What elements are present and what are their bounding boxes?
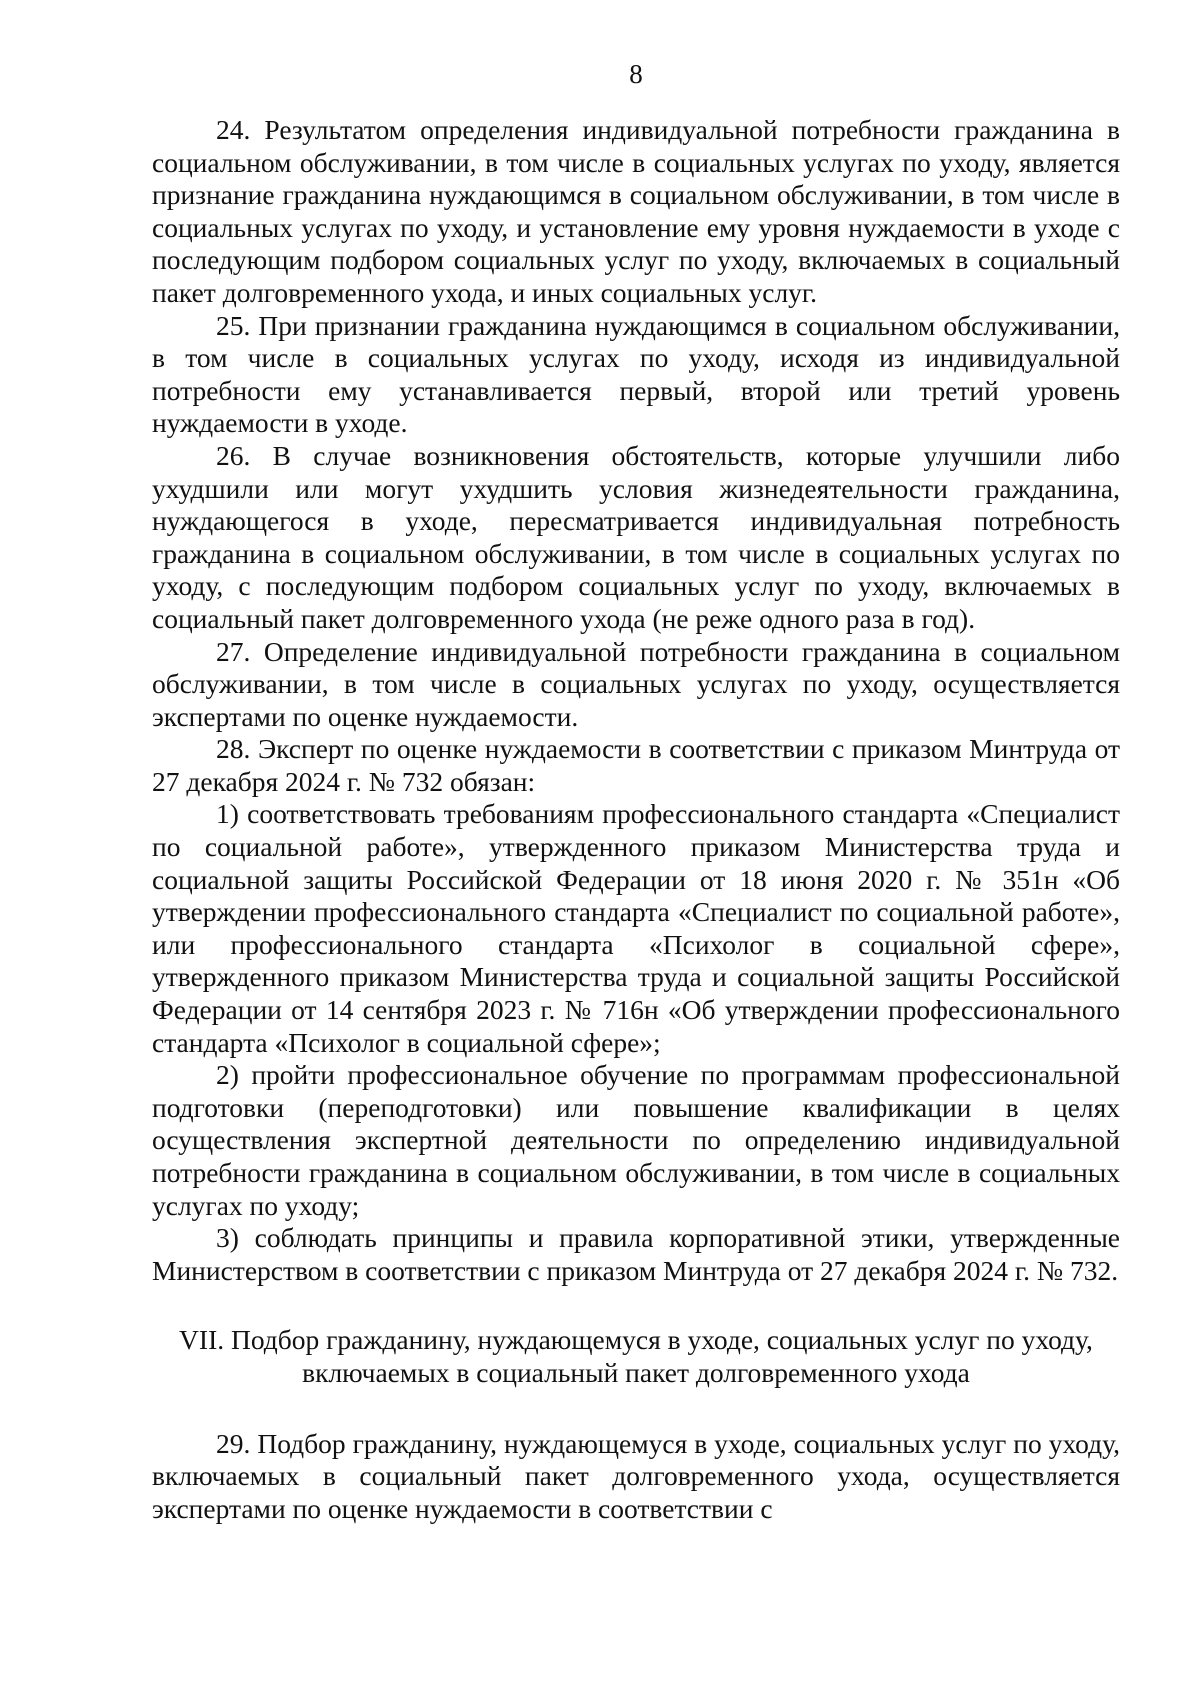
list-item-2: 2) пройти профессиональное обучение по программам профессиональной подготовки (переподготовки) или повышение квалификации в целях осуществления экспертной деятельности по определению индивидуальной потребности гражданина в социальном обслуживании, в том числе в социальных услугах по уходу;	[152, 1059, 1120, 1221]
section-heading	[152, 1324, 1120, 1389]
section-heading-line-1: VII. Подбор гражданину, нуждающемуся в уходе, социальных услуг по уходу,	[179, 1324, 1093, 1356]
section-heading-line-2: включаемых в социальный пакет долговременного ухода	[302, 1356, 970, 1388]
paragraph-25: 25. При признании гражданина нуждающимся в социальном обслуживании, в том числе в социальных услугах по уходу, исходя из индивидуальной потребности ему устанавливается первый, второй или третий уровень нуждаемости в уходе.	[152, 309, 1120, 439]
paragraph-29: 29. Подбор гражданину, нуждающемуся в уходе, социальных услуг по уходу, включаемых в социальный пакет долговременного ухода, осуществляется экспертами по оценке нуждаемости в соответствии с	[152, 1427, 1120, 1524]
list-item-1: 1) соответствовать требованиям профессионального стандарта «Специалист по социальной работе», утвержденного приказом Министерства труда и социальной защиты Российской Федерации от 18 июня 2020 г. № 351н «Об утверждении профессионального стандарта «Специалист по социальной работе», или профессионального стандарта «Психолог в социальной сфере», утвержденного приказом Министерства труда и социальной защиты Российской Федерации от 14 сентября 2023 г. № 716н «Об утверждении профессионального стандарта «Психолог в социальной сфере»;	[152, 798, 1120, 1058]
document-page	[152, 58, 1120, 1678]
paragraph-27: 27. Определение индивидуальной потребности гражданина в социальном обслуживании, в том числе в социальных услугах по уходу, осуществляется экспертами по оценке нуждаемости.	[152, 635, 1120, 732]
paragraph-26: 26. В случае возникновения обстоятельств, которые улучшили либо ухудшили или могут ухудшить условия жизнедеятельности гражданина, нуждающегося в уходе, пересматривается индивидуальная потребность гражданина в социальном обслуживании, в том числе в социальных услугах по уходу, с последующим подбором социальных услуг по уходу, включаемых в социальный пакет долговременного ухода (не реже одного раза в год).	[152, 439, 1120, 634]
paragraph-24: 24. Результатом определения индивидуальной потребности гражданина в социальном обслуживании, в том числе в социальных услугах по уходу, является признание гражданина нуждающимся в социальном обслуживании, в том числе в социальных услугах по уходу, и установление ему уровня нуждаемости в уходе с последующим подбором социальных услуг по уходу, включаемых в социальный пакет долговременного ухода, и иных социальных услуг.	[152, 114, 1120, 308]
paragraph-28: 28. Эксперт по оценке нуждаемости в соответствии с приказом Минтруда от 27 декабря 2024 г. № 732 обязан:	[152, 733, 1120, 797]
list-item-3: 3) соблюдать принципы и правила корпоративной этики, утвержденные Министерством в соответствии с приказом Минтруда от 27 декабря 2024 г. № 732.	[152, 1222, 1120, 1286]
page-number: 8	[629, 59, 643, 89]
